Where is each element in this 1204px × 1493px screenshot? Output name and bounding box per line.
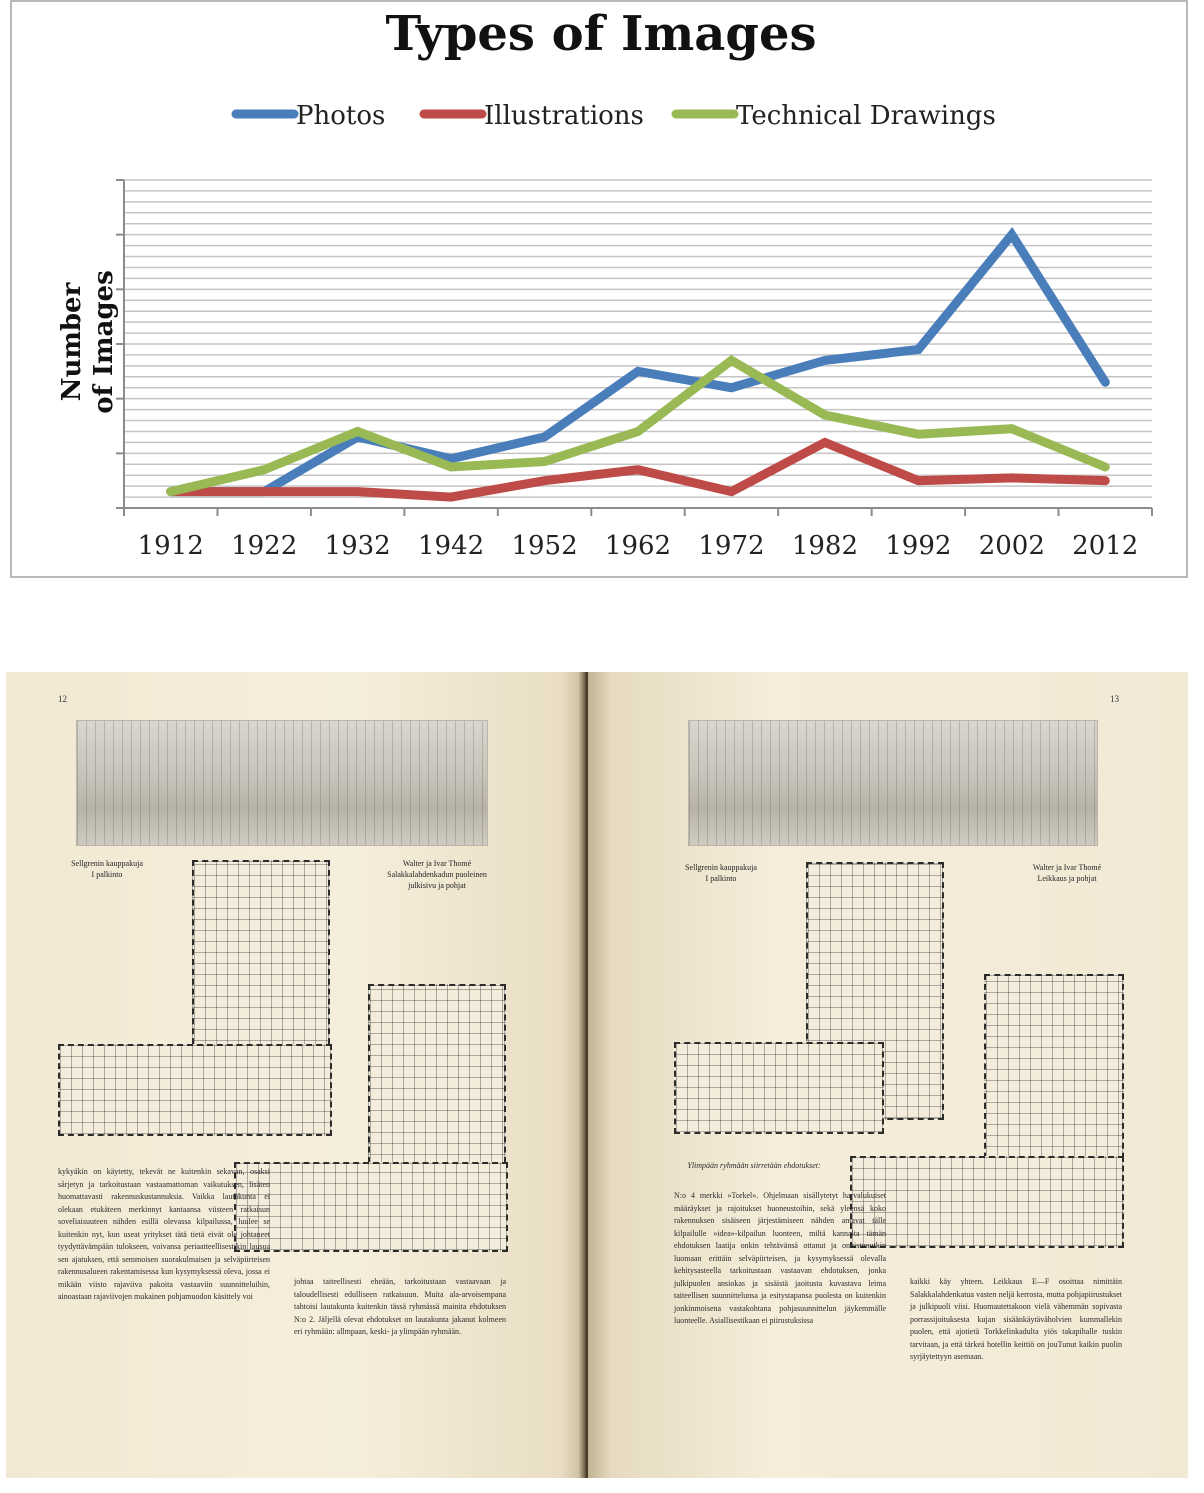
floor-plan-drawing	[192, 860, 330, 1054]
floor-plan-drawing	[58, 1044, 332, 1136]
right-text-col2: kaikki käy yhteen. Leikkaus E—F osoittaa nimittäin Salakkalahdenkatua vasten neljä kerrosta, mutta pohjapiirustukset ja julkipuoli viisi. Huomautettakoon vielä vähemmän sopivasta porrassijoituksesta kujan sisäänkäytäväholvien kummallekin puolen, että ajotietä Torkkelinkadulta yiös takapihalle tuskin tarvitaan, ja että tärkeä hotellin keittiö on jouTunut kaikin puolin syrjäytettyyn asemaan.	[910, 1277, 1122, 1361]
right-caption-b: Walter ja Ivar Thomé Leikkaus ja pohjat	[1032, 863, 1102, 883]
left-text-col2: johtaa taiteellisesti eheään, tarkoitustaan vastaavaan ja taloudellisesti edulliseen ratkaisuun. Muita ala-arvoisempana tahtoisi lautakunta kuitenkin tässä ryhmässä mainita ehdotuksen N:o 2. Jäljellä olevat ehdotukset on lautakunta jakanut kolmeen eri ryhmään: allmpaan, keski- ja ylimpään ryhmään.	[294, 1277, 506, 1336]
left-text-col1: kykyäkin on käytetty, tekevät ne kuitenkin sekavan, osaksi sårjetyn ja tarkoitustaan vastaamattoman vaikutuksen, lisäten huomattavasti rakennuskustannuksia. Vaikka lautakunta ei olekaan etukäteen merkinnyt kantaansa viisteen ratkaisun soveliaisuuteen nähden esillä olevassa kilpailussa, luulee se kuitenkin nyt, kun useat yritykset tätä tietä eivät ole johtaneet tyydyttävämpään tulokseen, voivansa periaatteellisestikin lausua sen ajatuksen, että semmoisen suorakulmaisen ja selväpiirteisen rakennusalueen rakentamisessa kun kysymyksessä oleva, jossa ei mikään viisto rajaviiva pakoita vastaaviin suunnitteluihin, ainoastaan rajaviivojen mukainen pohjamuodon käsittely voi	[58, 1167, 270, 1301]
x-tick-label: 1942	[418, 531, 485, 561]
right-text-heading: Ylimpään ryhmään siirretään ehdotukset:	[687, 1161, 821, 1170]
legend-label: Photos	[296, 101, 386, 131]
chart-grid	[124, 180, 1152, 497]
section-elevation-drawing	[688, 720, 1098, 846]
x-tick-label: 1962	[604, 531, 672, 561]
x-tick-label: 2002	[978, 531, 1045, 561]
x-tick-label: 1922	[231, 531, 298, 561]
x-tick-label: 1972	[698, 531, 765, 561]
page-number-right: 13	[1110, 694, 1119, 704]
x-tick-label: 2012	[1072, 531, 1139, 561]
right-text-col1: N:o 4 merkki »Torkel». Ohjelmaan sisällytetyt harvalukuiset määräykset ja rajoitukset huoneustoihin, sekä yleensä koko rakennuksen sisäiseen järjestämiseen nähden antavat tälle kilpailulle »idea»-kilpailun luonteen, miltä kannalta tämän ehdotuksen laatija onkin tehtävänsä ottanut ja onnistunutkin luomaan erittäin selväpiirteisen, ja kysymyksessä olevalla kehitysasteella tarkoitustaan vastaavan ehdotuksen, jonka julkipuolen ansiokas ja sisäistä jaoitusta kuvastava leima taiteellisen suunnittelunsa ja esitystapansa puolesta on kuitenkin jonkinmoisena vastakohtana pohjasuunnittelun jäykemmälle luonteelle. Asiallisestikaan ei piirustuksissa	[674, 1191, 886, 1325]
floor-plan-drawing	[234, 1162, 508, 1252]
left-page	[6, 672, 584, 1478]
floor-plan-drawing	[674, 1042, 884, 1134]
legend-label: Technical Drawings	[736, 101, 996, 131]
x-tick-label: 1912	[137, 531, 204, 561]
left-caption-a: Sellgrenin kauppakuja I palkinto	[71, 859, 143, 879]
x-tick-label: 1992	[885, 531, 952, 561]
floor-plan-drawing	[850, 1156, 1124, 1248]
chart-frame	[10, 0, 1188, 578]
left-caption-b: Walter ja Ivar Thomé Salakkalahdenkadun puoleinen julkisivu ja pohjat	[387, 859, 487, 890]
chart-legend	[236, 101, 996, 131]
line-chart	[12, 2, 1190, 580]
x-tick-label: 1952	[511, 531, 578, 561]
y-axis-label-line2: of Images	[89, 270, 119, 414]
right-caption-a: Sellgrenin kauppakuja I palkinto	[685, 863, 757, 883]
book-spread-photo	[6, 672, 1188, 1478]
page-number-left: 12	[58, 694, 67, 704]
facade-elevation-drawing	[76, 720, 488, 846]
chart-title: Types of Images	[385, 6, 817, 62]
y-axis-label-line1: Number	[57, 282, 87, 402]
x-tick-labels	[138, 531, 1139, 561]
legend-label: Illustrations	[484, 101, 644, 131]
x-tick-label: 1932	[324, 531, 391, 561]
right-page	[588, 672, 1188, 1478]
x-tick-label: 1982	[791, 531, 858, 561]
